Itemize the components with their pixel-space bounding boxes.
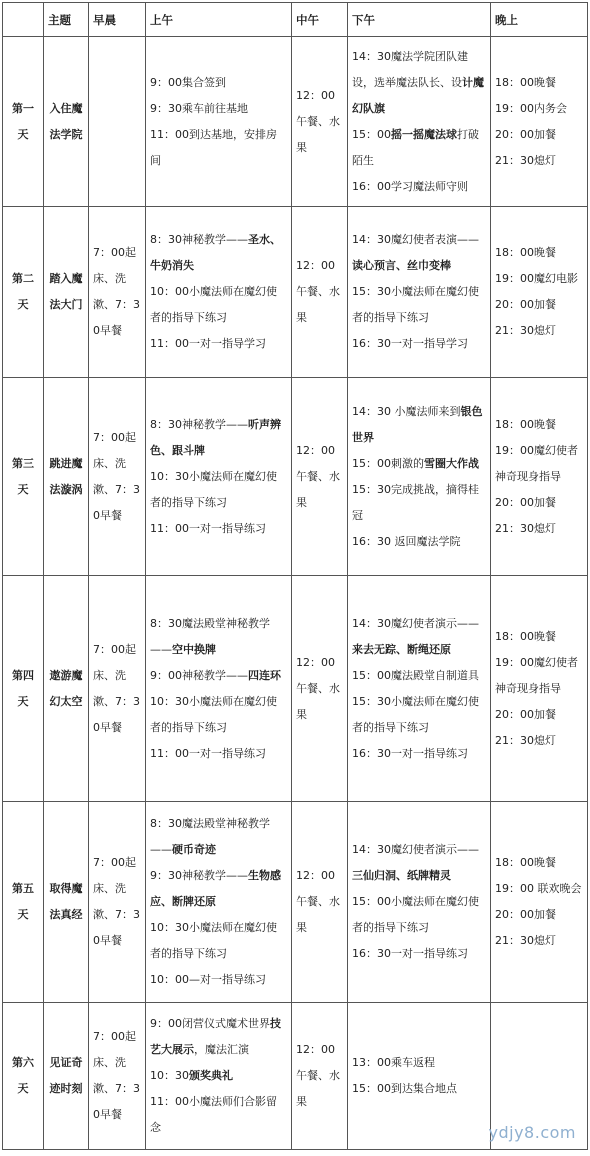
- day-cell: [3, 802, 44, 1003]
- evening-line: 21：30熄灯: [495, 934, 556, 947]
- text-segment: 11：00一对一指导练习: [150, 521, 266, 535]
- day-cell: [3, 1003, 44, 1150]
- evening-line: 18：00晚餐: [495, 246, 556, 259]
- afternoon-line: [352, 689, 486, 741]
- evening-cell: [491, 802, 588, 1003]
- text-segment: 15：00刺激的: [352, 456, 424, 470]
- text-segment: 11：00一对一指导练习: [150, 746, 266, 760]
- evening-line: 21：30熄灯: [495, 733, 556, 747]
- noon-cell: [292, 378, 348, 576]
- header-cell-forenoon: 上午: [146, 3, 292, 37]
- afternoon-line: [352, 477, 486, 529]
- text-segment: 10：30小魔法师在魔幻使者的指导下练习: [150, 921, 277, 960]
- morning-cell: [89, 576, 146, 802]
- header-cell-afternoon: 下午: [348, 3, 491, 37]
- text-segment: 15：00到达集合地点: [352, 1082, 457, 1095]
- table-row: [3, 207, 588, 378]
- forenoon-cell: [146, 207, 292, 378]
- text-segment: 15：00: [352, 127, 391, 141]
- bold-text: 来去无踪、断绳还原: [352, 642, 451, 656]
- afternoon-cell: [348, 37, 491, 207]
- bold-text: 硬币奇迹: [172, 843, 216, 856]
- evening-line: 20：00加餐: [495, 707, 556, 721]
- table-row: [3, 576, 588, 802]
- text-segment: 打破陌生: [352, 127, 479, 167]
- noon-text: 12：00午餐、水果: [296, 1043, 340, 1108]
- forenoon-line: [150, 915, 287, 967]
- morning-text: 7：00起床、洗漱、7：30早餐: [93, 642, 140, 734]
- watermark: ydjy8.com: [488, 1123, 576, 1142]
- forenoon-line: [150, 516, 287, 542]
- afternoon-line: [352, 529, 486, 555]
- header-cell-evening: 晚上: [491, 3, 588, 37]
- afternoon-line: [352, 451, 486, 477]
- evening-line: 19：00魔幻电影: [495, 272, 578, 285]
- evening-line: 19：00魔幻使者神奇现身指导: [495, 655, 578, 695]
- afternoon-line: [352, 741, 486, 767]
- text-segment: 15：30完成挑战，摘得桂冠: [352, 482, 479, 522]
- theme-cell: [44, 37, 89, 207]
- text-segment: 9：00集合签到: [150, 75, 226, 89]
- evening-line: 20：00加餐: [495, 908, 556, 921]
- morning-cell: [89, 207, 146, 378]
- forenoon-line: [150, 1063, 287, 1089]
- noon-text: 12：00午餐、水果: [296, 869, 340, 934]
- text-segment: 14：30魔幻使者表演——: [352, 233, 479, 246]
- day-label: 第二天: [12, 272, 34, 311]
- forenoon-line: [150, 70, 287, 96]
- bold-text: 计魔幻队旗: [352, 75, 484, 115]
- bold-text: 雪圈大作战: [424, 456, 479, 470]
- forenoon-line: [150, 811, 287, 863]
- afternoon-line: [352, 663, 486, 689]
- evening-line: 21：30熄灯: [495, 521, 556, 535]
- text-segment: 8：30神秘教学——: [150, 233, 248, 246]
- forenoon-line: [150, 741, 287, 767]
- text-segment: 11：00小魔法师们合影留念: [150, 1095, 277, 1134]
- theme-cell: [44, 378, 89, 576]
- day-label: 第三天: [12, 456, 34, 496]
- afternoon-line: [352, 279, 486, 331]
- theme-label: 跳进魔法漩涡: [49, 456, 83, 496]
- evening-line: 19：00魔幻使者神奇现身指导: [495, 443, 578, 483]
- afternoon-line: [352, 889, 486, 941]
- evening-cell: [491, 37, 588, 207]
- forenoon-line: [150, 279, 287, 331]
- forenoon-cell: [146, 1003, 292, 1150]
- bold-text: 生物感应、断牌还原: [150, 869, 281, 908]
- schedule-table: [2, 2, 588, 1150]
- morning-text: 7：00起床、洗漱、7：30早餐: [93, 430, 140, 522]
- afternoon-line: [352, 174, 486, 200]
- noon-cell: [292, 1003, 348, 1150]
- forenoon-line: [150, 122, 287, 174]
- evening-line: 20：00加餐: [495, 495, 556, 509]
- afternoon-line: [352, 122, 486, 174]
- text-segment: 9：30乘车前往基地: [150, 101, 248, 115]
- bold-text: 听声辨色、跟斗牌: [150, 417, 281, 457]
- theme-label: 踏入魔法大门: [49, 272, 83, 311]
- afternoon-line: [352, 611, 486, 663]
- morning-text: 7：00起床、洗漱、7：30早餐: [93, 856, 140, 947]
- header-row: [3, 3, 588, 37]
- text-segment: 10：30小魔法师在魔幻使者的指导下练习: [150, 469, 277, 509]
- forenoon-line: [150, 1089, 287, 1141]
- day-cell: [3, 37, 44, 207]
- text-segment: 16：30 返回魔法学院: [352, 534, 461, 548]
- header-cell-theme: 主题: [44, 3, 89, 37]
- text-segment: 8：30神秘教学——: [150, 417, 248, 431]
- forenoon-cell: [146, 576, 292, 802]
- text-segment: 14：30魔法学院团队建设，选举魔法队长、设: [352, 49, 468, 89]
- text-segment: 15：30小魔法师在魔幻使者的指导下练习: [352, 285, 479, 324]
- forenoon-cell: [146, 802, 292, 1003]
- evening-line: 19：00内务会: [495, 101, 567, 115]
- morning-text: 7：00起床、洗漱、7：30早餐: [93, 246, 140, 337]
- text-segment: 9：00闭营仪式魔术世界: [150, 1017, 270, 1030]
- forenoon-line: [150, 611, 287, 663]
- evening-line: 18：00晚餐: [495, 629, 556, 643]
- day-cell: [3, 207, 44, 378]
- evening-cell: [491, 576, 588, 802]
- afternoon-line: [352, 399, 486, 451]
- noon-cell: [292, 802, 348, 1003]
- evening-line: 20：00加餐: [495, 127, 556, 141]
- afternoon-cell: [348, 576, 491, 802]
- morning-cell: [89, 37, 146, 207]
- forenoon-line: [150, 227, 287, 279]
- text-segment: 13：00乘车返程: [352, 1056, 435, 1069]
- forenoon-line: [150, 331, 287, 357]
- afternoon-line: [352, 227, 486, 279]
- forenoon-line: [150, 1011, 287, 1063]
- text-segment: 10：30小魔法师在魔幻使者的指导下练习: [150, 694, 277, 734]
- afternoon-line: [352, 331, 486, 357]
- day-label: 第五天: [12, 882, 34, 921]
- forenoon-cell: [146, 37, 292, 207]
- afternoon-line: [352, 1050, 486, 1076]
- table-row: [3, 802, 588, 1003]
- day-label: 第一天: [12, 101, 34, 141]
- bold-text: 颁奖典礼: [189, 1069, 233, 1082]
- text-segment: 8：30魔法殿堂神秘教学——: [150, 817, 270, 856]
- theme-label: 遨游魔幻太空: [49, 668, 83, 708]
- text-segment: 11：00一对一指导学习: [150, 337, 266, 350]
- forenoon-line: [150, 412, 287, 464]
- theme-label: 入住魔法学院: [49, 101, 83, 141]
- text-segment: 11：00到达基地，安排房间: [150, 127, 277, 167]
- forenoon-line: [150, 967, 287, 993]
- theme-cell: [44, 576, 89, 802]
- afternoon-line: [352, 837, 486, 889]
- forenoon-line: [150, 96, 287, 122]
- morning-cell: [89, 378, 146, 576]
- evening-cell: [491, 378, 588, 576]
- evening-line: 20：00加餐: [495, 298, 556, 311]
- noon-text: 12：00午餐、水果: [296, 443, 340, 509]
- text-segment: 10：00—对一指导练习: [150, 973, 266, 986]
- text-segment: 14：30魔幻使者演示——: [352, 616, 479, 630]
- theme-cell: [44, 1003, 89, 1150]
- text-segment: 9：30神秘教学——: [150, 869, 248, 882]
- bold-text: 读心预言、丝巾变棒: [352, 259, 451, 272]
- day-label: 第六天: [12, 1056, 34, 1095]
- day-label: 第四天: [12, 668, 34, 708]
- forenoon-line: [150, 863, 287, 915]
- afternoon-cell: [348, 207, 491, 378]
- morning-cell: [89, 1003, 146, 1150]
- text-segment: ，魔法汇演: [194, 1043, 249, 1056]
- bold-text: 技艺大展示: [150, 1017, 281, 1056]
- day-cell: [3, 576, 44, 802]
- evening-line: 18：00晚餐: [495, 75, 556, 89]
- text-segment: 16：00学习魔法师守则: [352, 179, 468, 193]
- afternoon-line: [352, 44, 486, 122]
- noon-text: 12：00午餐、水果: [296, 655, 340, 721]
- afternoon-cell: [348, 1003, 491, 1150]
- noon-cell: [292, 207, 348, 378]
- afternoon-line: [352, 1076, 486, 1102]
- text-segment: 8：30魔法殿堂神秘教学——: [150, 616, 270, 656]
- bold-text: 四连环: [248, 668, 281, 682]
- text-segment: 16：30一对一指导练习: [352, 746, 468, 760]
- evening-line: 18：00晚餐: [495, 417, 556, 431]
- forenoon-line: [150, 464, 287, 516]
- header-cell-morning: 早晨: [89, 3, 146, 37]
- text-segment: 14：30魔幻使者演示——: [352, 843, 479, 856]
- evening-cell: [491, 207, 588, 378]
- text-segment: 16：30一对一指导学习: [352, 337, 468, 350]
- forenoon-cell: [146, 378, 292, 576]
- noon-text: 12：00午餐、水果: [296, 88, 340, 154]
- text-segment: 9：00神秘教学——: [150, 668, 248, 682]
- morning-text: 7：00起床、洗漱、7：30早餐: [93, 1030, 140, 1121]
- bold-text: 三仙归洞、纸牌精灵: [352, 869, 451, 882]
- table-row: [3, 378, 588, 576]
- text-segment: 14：30 小魔法师来到: [352, 404, 461, 418]
- evening-line: 18：00晚餐: [495, 856, 556, 869]
- forenoon-line: [150, 663, 287, 741]
- bold-text: 摇一摇魔法球: [391, 127, 457, 141]
- noon-text: 12：00午餐、水果: [296, 259, 340, 324]
- text-segment: 16：30一对一指导练习: [352, 947, 468, 960]
- bold-text: 圣水、牛奶消失: [150, 233, 281, 272]
- text-segment: 15：00魔法殿堂自制道具: [352, 668, 479, 682]
- theme-label: 取得魔法真经: [49, 882, 83, 921]
- text-segment: 15：00小魔法师在魔幻使者的指导下练习: [352, 895, 479, 934]
- noon-cell: [292, 37, 348, 207]
- table-row: [3, 37, 588, 207]
- evening-line: 21：30熄灯: [495, 324, 556, 337]
- afternoon-cell: [348, 378, 491, 576]
- day-cell: [3, 378, 44, 576]
- evening-line: 21：30熄灯: [495, 153, 556, 167]
- theme-label: 见证奇迹时刻: [49, 1056, 83, 1095]
- header-cell-day: [3, 3, 44, 37]
- theme-cell: [44, 802, 89, 1003]
- evening-line: 19：00 联欢晚会: [495, 882, 582, 895]
- bold-text: 银色世界: [352, 404, 483, 444]
- text-segment: 10：30: [150, 1069, 189, 1082]
- header-cell-noon: 中午: [292, 3, 348, 37]
- text-segment: 10：00小魔法师在魔幻使者的指导下练习: [150, 285, 277, 324]
- text-segment: 15：30小魔法师在魔幻使者的指导下练习: [352, 694, 479, 734]
- noon-cell: [292, 576, 348, 802]
- bold-text: 空中换牌: [172, 642, 216, 656]
- theme-cell: [44, 207, 89, 378]
- afternoon-line: [352, 941, 486, 967]
- afternoon-cell: [348, 802, 491, 1003]
- morning-cell: [89, 802, 146, 1003]
